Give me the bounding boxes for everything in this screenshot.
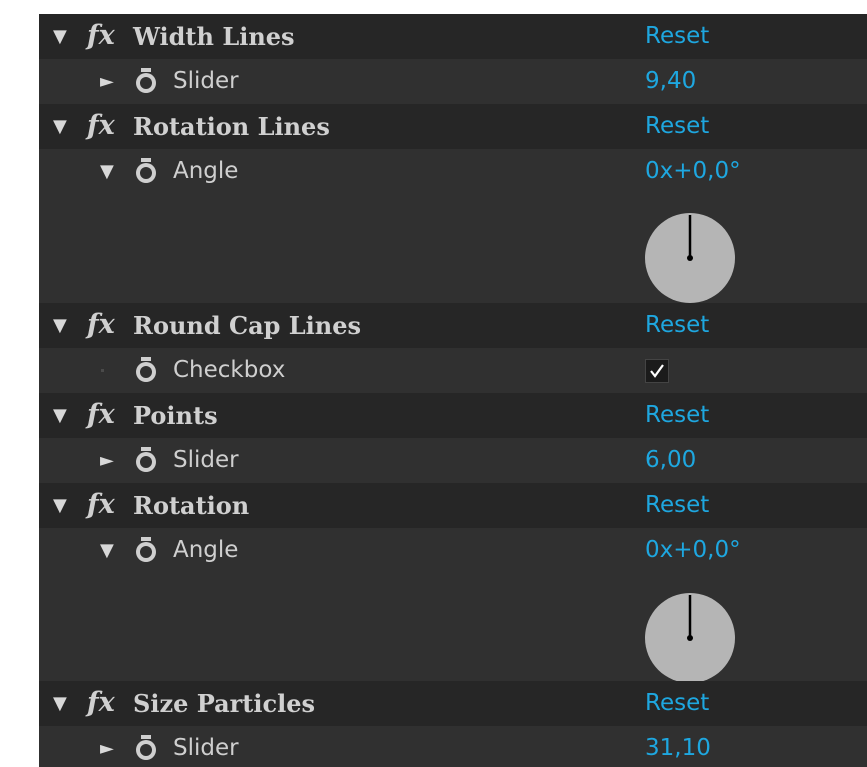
triangle-expanded-icon[interactable]: ▼ — [100, 161, 114, 182]
slider-value[interactable]: 31,10 — [645, 735, 711, 761]
stopwatch-icon[interactable] — [134, 734, 158, 762]
effect-name: Points — [133, 401, 218, 430]
property-name: Checkbox — [173, 357, 286, 383]
stopwatch-icon[interactable] — [134, 67, 158, 95]
effect-header-round-cap-lines[interactable] — [39, 303, 867, 348]
triangle-collapsed-icon[interactable]: ► — [100, 450, 114, 471]
property-row-angle — [39, 149, 867, 311]
checkmark-icon — [648, 362, 666, 380]
effect-name: Rotation Lines — [133, 112, 330, 141]
effect-controls-panel — [39, 14, 867, 767]
effect-header-points[interactable] — [39, 393, 867, 438]
stopwatch-icon[interactable] — [134, 157, 158, 185]
reset-link[interactable]: Reset — [645, 402, 710, 428]
stopwatch-icon[interactable] — [134, 356, 158, 384]
reset-link[interactable]: Reset — [645, 492, 710, 518]
property-row-slider[interactable] — [39, 438, 867, 483]
effect-header-rotation[interactable] — [39, 483, 867, 528]
effect-name: Width Lines — [133, 22, 295, 51]
fx-icon[interactable]: fx — [87, 20, 115, 51]
slider-value[interactable]: 6,00 — [645, 447, 697, 473]
tree-connector — [101, 369, 104, 372]
property-row-slider[interactable] — [39, 59, 867, 104]
effect-header-width-lines[interactable] — [39, 14, 867, 59]
slider-value[interactable]: 9,40 — [645, 68, 697, 94]
reset-link[interactable]: Reset — [645, 113, 710, 139]
property-name: Slider — [173, 447, 239, 473]
angle-dial-icon[interactable] — [644, 212, 736, 304]
fx-icon[interactable]: fx — [87, 489, 115, 520]
property-name: Slider — [173, 68, 239, 94]
effect-name: Rotation — [133, 491, 250, 520]
triangle-expanded-icon[interactable]: ▼ — [53, 116, 67, 137]
stopwatch-icon[interactable] — [134, 536, 158, 564]
effect-header-size-particles[interactable] — [39, 681, 867, 726]
triangle-collapsed-icon[interactable]: ► — [100, 738, 114, 759]
checkbox[interactable] — [645, 359, 669, 383]
property-row-checkbox[interactable] — [39, 348, 867, 393]
angle-value[interactable]: 0x+0,0° — [645, 537, 741, 563]
triangle-expanded-icon[interactable]: ▼ — [100, 540, 114, 561]
triangle-collapsed-icon[interactable]: ► — [100, 71, 114, 92]
effect-name: Round Cap Lines — [133, 311, 361, 340]
effect-name: Size Particles — [133, 689, 316, 718]
fx-icon[interactable]: fx — [87, 399, 115, 430]
triangle-expanded-icon[interactable]: ▼ — [53, 495, 67, 516]
reset-link[interactable]: Reset — [645, 690, 710, 716]
property-row-angle — [39, 528, 867, 690]
fx-icon[interactable]: fx — [87, 309, 115, 340]
triangle-expanded-icon[interactable]: ▼ — [53, 693, 67, 714]
property-name: Angle — [173, 158, 239, 184]
fx-icon[interactable]: fx — [87, 687, 115, 718]
angle-value[interactable]: 0x+0,0° — [645, 158, 741, 184]
triangle-expanded-icon[interactable]: ▼ — [53, 26, 67, 47]
property-row-slider[interactable] — [39, 726, 867, 767]
stopwatch-icon[interactable] — [134, 446, 158, 474]
effect-header-rotation-lines[interactable] — [39, 104, 867, 149]
triangle-expanded-icon[interactable]: ▼ — [53, 405, 67, 426]
reset-link[interactable]: Reset — [645, 312, 710, 338]
fx-icon[interactable]: fx — [87, 110, 115, 141]
angle-dial-icon[interactable] — [644, 592, 736, 684]
property-name: Angle — [173, 537, 239, 563]
property-name: Slider — [173, 735, 239, 761]
triangle-expanded-icon[interactable]: ▼ — [53, 315, 67, 336]
reset-link[interactable]: Reset — [645, 23, 710, 49]
